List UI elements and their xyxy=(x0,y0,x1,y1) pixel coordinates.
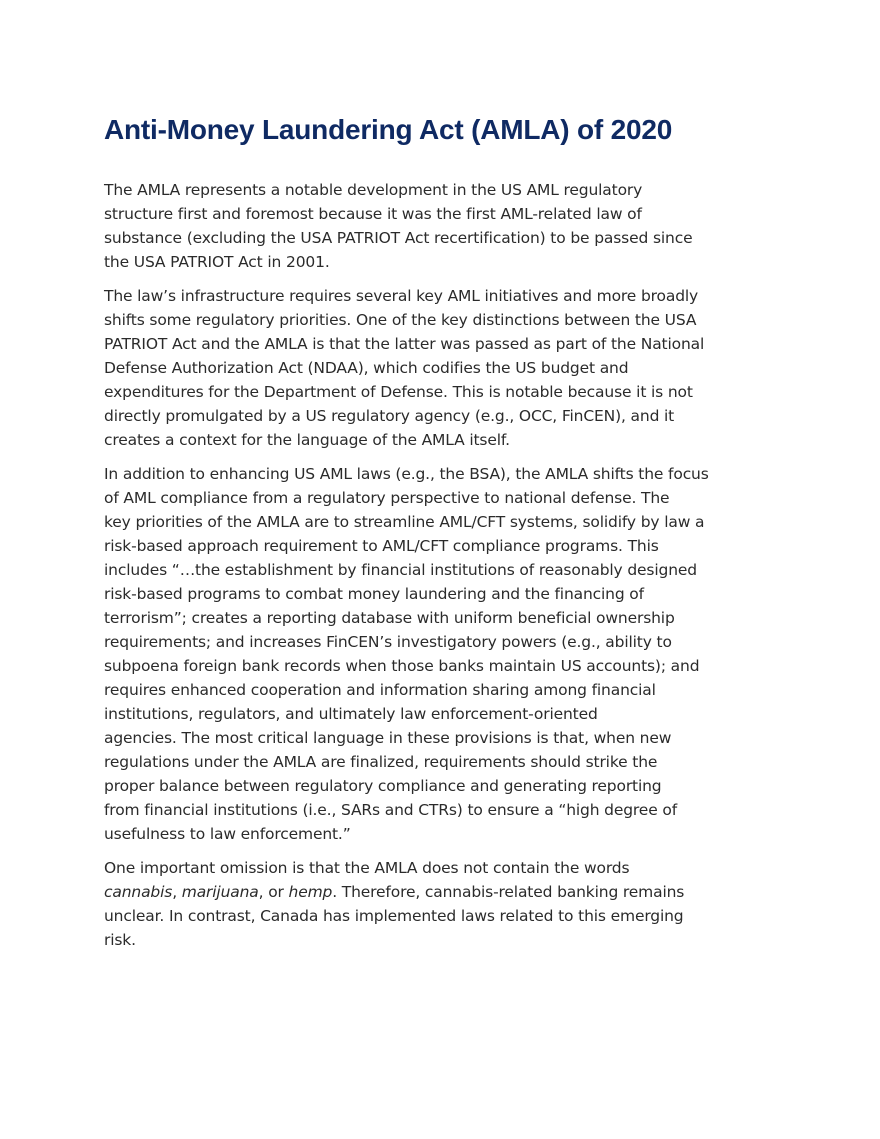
text-line: In addition to enhancing US AML laws (e.g., the BSA), the AMLA shifts the focus xyxy=(104,465,709,483)
text-line: regulations under the AMLA are finalized, requirements should strike the xyxy=(104,753,658,771)
text-line: agencies. The most critical language in these provisions is that, when new xyxy=(104,729,672,747)
separator: , xyxy=(172,883,182,901)
text-line: the USA PATRIOT Act in 2001. xyxy=(104,253,330,271)
text-line: risk-based approach requirement to AML/CFT compliance programs. This xyxy=(104,537,659,555)
text-line: risk. xyxy=(104,931,136,949)
text-line: institutions, regulators, and ultimately law enforcement-oriented xyxy=(104,705,598,723)
text-line: creates a context for the language of the AMLA itself. xyxy=(104,431,510,449)
paragraph-priorities xyxy=(104,462,750,846)
text-line: One important omission is that the AMLA does not contain the words xyxy=(104,859,630,877)
text-line: requirements; and increases FinCEN’s investigatory powers (e.g., ability to xyxy=(104,633,672,651)
text-line: unclear. In contrast, Canada has implemented laws related to this emerging xyxy=(104,907,684,925)
page-title: Anti-Money Laundering Act (AMLA) of 2020 xyxy=(104,114,673,145)
separator: , or xyxy=(258,883,289,901)
paragraph-intro xyxy=(104,178,750,274)
document-body xyxy=(104,111,750,962)
text-line: from financial institutions (i.e., SARs and CTRs) to ensure a “high degree of xyxy=(104,801,678,819)
text-line: usefulness to law enforcement.” xyxy=(104,825,351,843)
line-text: . Therefore, cannabis-related banking remains xyxy=(332,883,685,901)
text-line: risk-based programs to combat money laundering and the financing of xyxy=(104,585,644,603)
text-line: requires enhanced cooperation and information sharing among financial xyxy=(104,681,656,699)
paragraph-omission xyxy=(104,856,750,952)
text-line: proper balance between regulatory compliance and generating reporting xyxy=(104,777,662,795)
italic-term: marijuana xyxy=(181,883,259,901)
text-line: expenditures for the Department of Defense. This is notable because it is not xyxy=(104,383,693,401)
italic-term: cannabis xyxy=(104,883,173,901)
text-line: substance (excluding the USA PATRIOT Act recertification) to be passed since xyxy=(104,229,693,247)
text-line: of AML compliance from a regulatory perspective to national defense. The xyxy=(104,489,670,507)
text-line: The AMLA represents a notable development in the US AML regulatory xyxy=(104,181,643,199)
text-line: terrorism”; creates a reporting database with uniform beneficial ownership xyxy=(104,609,675,627)
text-line: subpoena foreign bank records when those banks maintain US accounts); and xyxy=(104,657,700,675)
text-line: Defense Authorization Act (NDAA), which codifies the US budget and xyxy=(104,359,629,377)
text-line: key priorities of the AMLA are to streamline AML/CFT systems, solidify by law a xyxy=(104,513,705,531)
text-line: includes “…the establishment by financial institutions of reasonably designed xyxy=(104,561,697,579)
italic-term: hemp xyxy=(288,883,333,901)
paragraph-infrastructure xyxy=(104,284,750,452)
text-line xyxy=(104,880,750,904)
text-line: PATRIOT Act and the AMLA is that the latter was passed as part of the National xyxy=(104,335,705,353)
text-line: structure first and foremost because it was the first AML-related law of xyxy=(104,205,642,223)
text-line: directly promulgated by a US regulatory agency (e.g., OCC, FinCEN), and it xyxy=(104,407,675,425)
text-line: shifts some regulatory priorities. One of the key distinctions between the USA xyxy=(104,311,697,329)
text-line: The law’s infrastructure requires several key AML initiatives and more broadly xyxy=(104,287,699,305)
